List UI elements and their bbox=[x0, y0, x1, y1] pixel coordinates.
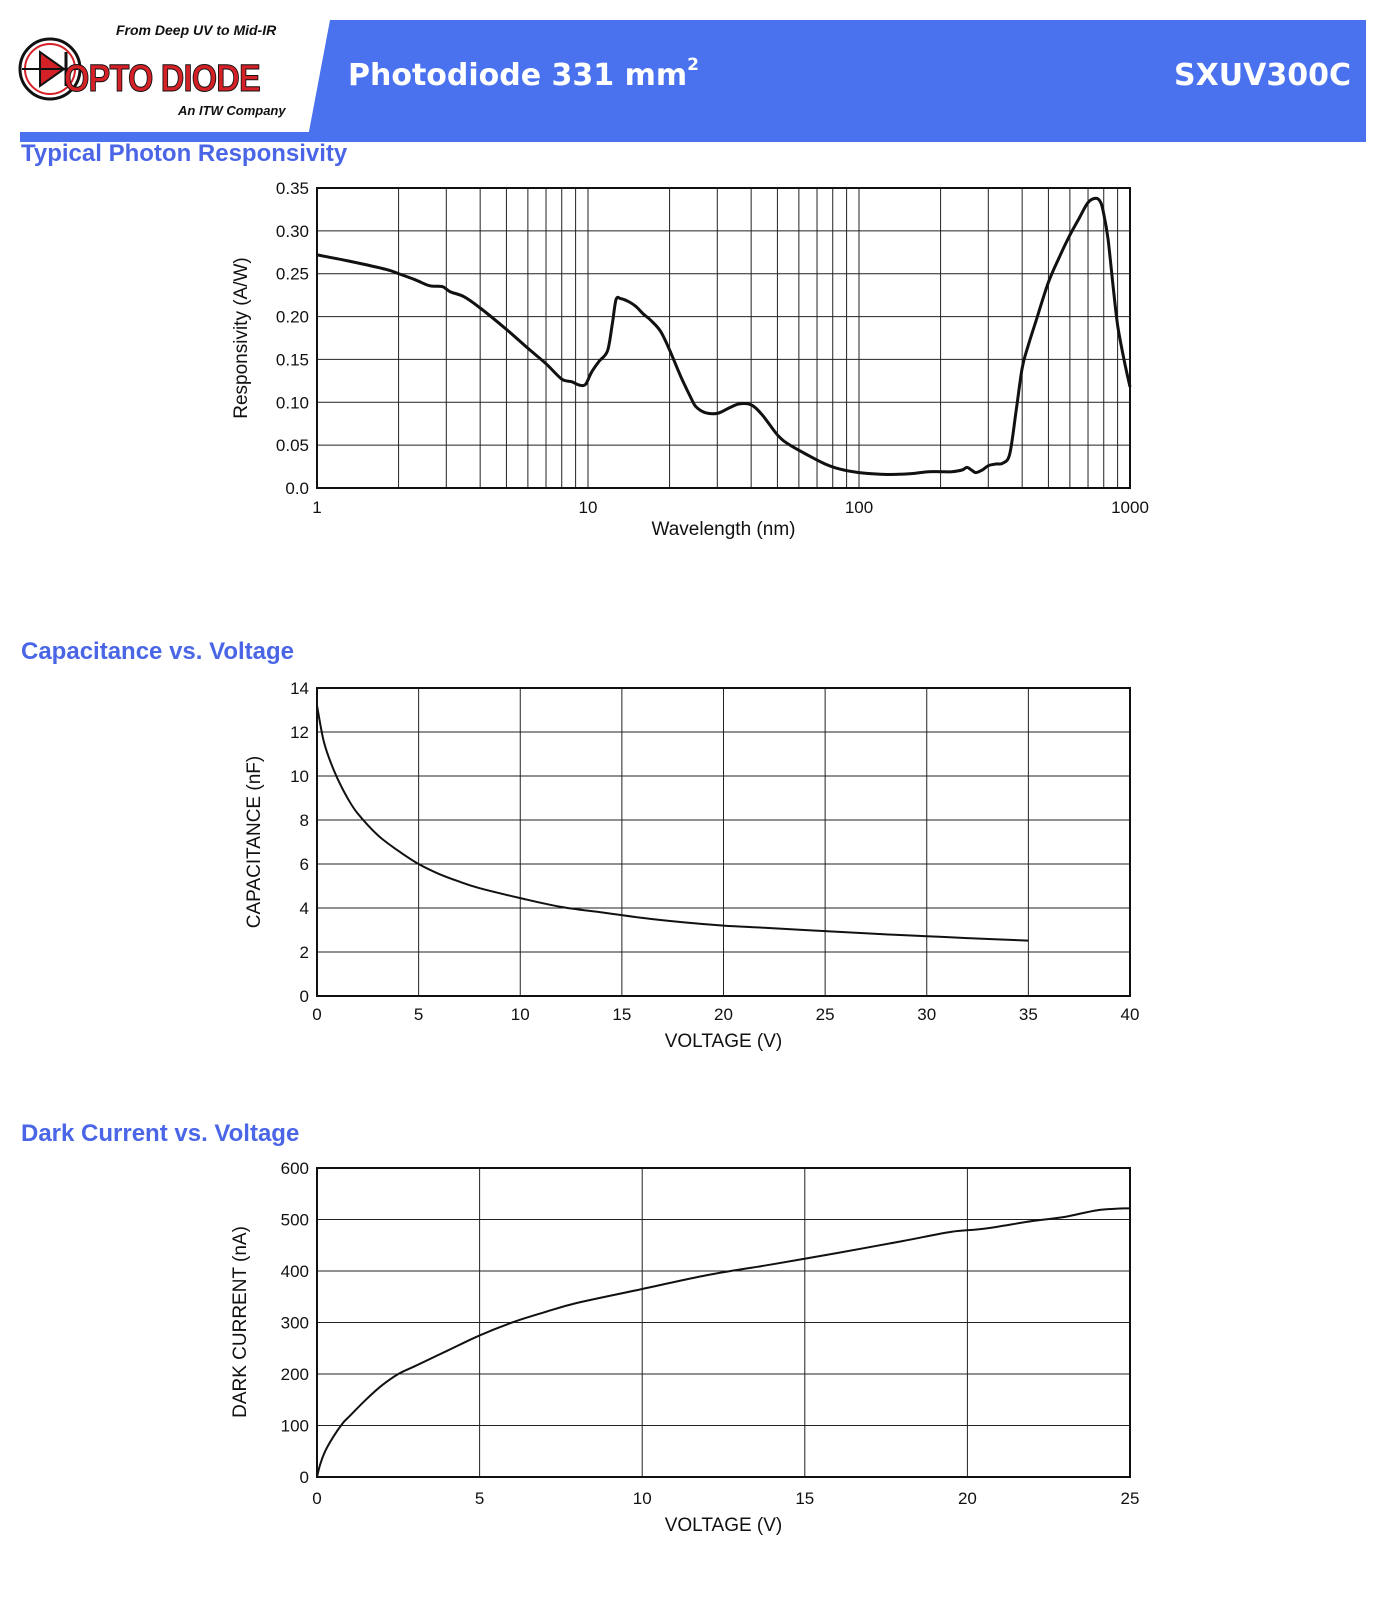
x-tick-label: 35 bbox=[1018, 1005, 1038, 1024]
y-tick-label: 0 bbox=[299, 987, 309, 1006]
capacitance-chart bbox=[0, 680, 1379, 1080]
x-tick-label: 5 bbox=[413, 1005, 424, 1024]
product-title bbox=[348, 55, 699, 93]
y-tick-label: 0.15 bbox=[275, 350, 309, 370]
y-tick-label: 6 bbox=[299, 855, 309, 874]
product-title-superscript: 2 bbox=[687, 55, 699, 75]
y-axis-label: CAPACITANCE (nF) bbox=[244, 755, 265, 929]
logo-brand-name: OPTO DIODE bbox=[64, 58, 260, 100]
x-tick-label: 100 bbox=[844, 498, 874, 517]
responsivity-chart bbox=[0, 180, 1379, 550]
y-tick-label: 400 bbox=[280, 1262, 309, 1281]
logo-subbrand: An ITW Company bbox=[178, 103, 286, 118]
x-axis-label: VOLTAGE (V) bbox=[664, 1031, 783, 1052]
plot-frame bbox=[317, 188, 1130, 488]
series-line bbox=[317, 706, 1028, 941]
x-tick-label: 30 bbox=[917, 1005, 937, 1024]
y-axis-label: Responsivity (A/W) bbox=[231, 257, 252, 419]
y-tick-label: 300 bbox=[280, 1313, 309, 1333]
x-axis-label: VOLTAGE (V) bbox=[664, 1515, 783, 1536]
y-tick-label: 0.30 bbox=[275, 221, 309, 241]
logo-tagline: From Deep UV to Mid-IR bbox=[116, 22, 277, 38]
x-tick-label: 1000 bbox=[1111, 498, 1149, 517]
darkcurrent-section-title: Dark Current vs. Voltage bbox=[21, 1120, 300, 1147]
y-tick-label: 0.0 bbox=[285, 479, 309, 498]
x-tick-label: 10 bbox=[510, 1005, 530, 1024]
grid bbox=[317, 688, 1130, 996]
x-axis-label: Wavelength (nm) bbox=[651, 519, 796, 540]
grid bbox=[317, 1168, 1130, 1477]
x-tick-label: 15 bbox=[795, 1489, 815, 1508]
y-tick-label: 100 bbox=[280, 1416, 309, 1436]
y-tick-label: 0.25 bbox=[275, 264, 309, 284]
x-tick-label: 25 bbox=[1120, 1489, 1140, 1508]
y-tick-label: 0.20 bbox=[275, 307, 309, 327]
y-tick-label: 10 bbox=[290, 767, 309, 786]
y-tick-label: 600 bbox=[280, 1159, 309, 1178]
y-tick-label: 2 bbox=[299, 943, 309, 962]
x-tick-label: 15 bbox=[612, 1005, 632, 1024]
capacitance-section-title: Capacitance vs. Voltage bbox=[21, 638, 294, 665]
x-tick-label: 0 bbox=[312, 1005, 322, 1024]
part-number: SXUV300C bbox=[1174, 58, 1351, 93]
y-tick-label: 200 bbox=[280, 1365, 309, 1384]
y-tick-label: 14 bbox=[290, 679, 309, 698]
header bbox=[0, 0, 1379, 150]
y-tick-label: 0.35 bbox=[275, 179, 309, 198]
series-line bbox=[317, 198, 1130, 474]
y-tick-label: 0 bbox=[299, 1468, 309, 1487]
y-tick-label: 0.05 bbox=[275, 436, 309, 456]
darkcurrent-chart bbox=[0, 1160, 1379, 1600]
series-line bbox=[317, 1208, 1130, 1477]
x-tick-label: 20 bbox=[714, 1005, 733, 1024]
y-tick-label: 12 bbox=[290, 723, 309, 742]
x-tick-label: 5 bbox=[474, 1489, 485, 1508]
x-tick-label: 0 bbox=[312, 1489, 322, 1508]
x-tick-label: 10 bbox=[578, 498, 598, 517]
grid bbox=[317, 188, 1130, 488]
x-tick-label: 1 bbox=[312, 498, 322, 517]
responsivity-section-title: Typical Photon Responsivity bbox=[21, 140, 348, 167]
x-tick-label: 10 bbox=[632, 1489, 652, 1508]
x-tick-label: 20 bbox=[957, 1489, 977, 1508]
y-tick-label: 8 bbox=[299, 811, 309, 830]
y-tick-label: 500 bbox=[280, 1210, 309, 1230]
y-axis-label: DARK CURRENT (nA) bbox=[230, 1226, 251, 1418]
x-tick-label: 25 bbox=[815, 1005, 835, 1024]
y-tick-label: 0.10 bbox=[275, 393, 309, 413]
y-tick-label: 4 bbox=[299, 899, 309, 918]
product-title-text: Photodiode 331 mm bbox=[348, 58, 688, 93]
x-tick-label: 40 bbox=[1120, 1005, 1140, 1024]
